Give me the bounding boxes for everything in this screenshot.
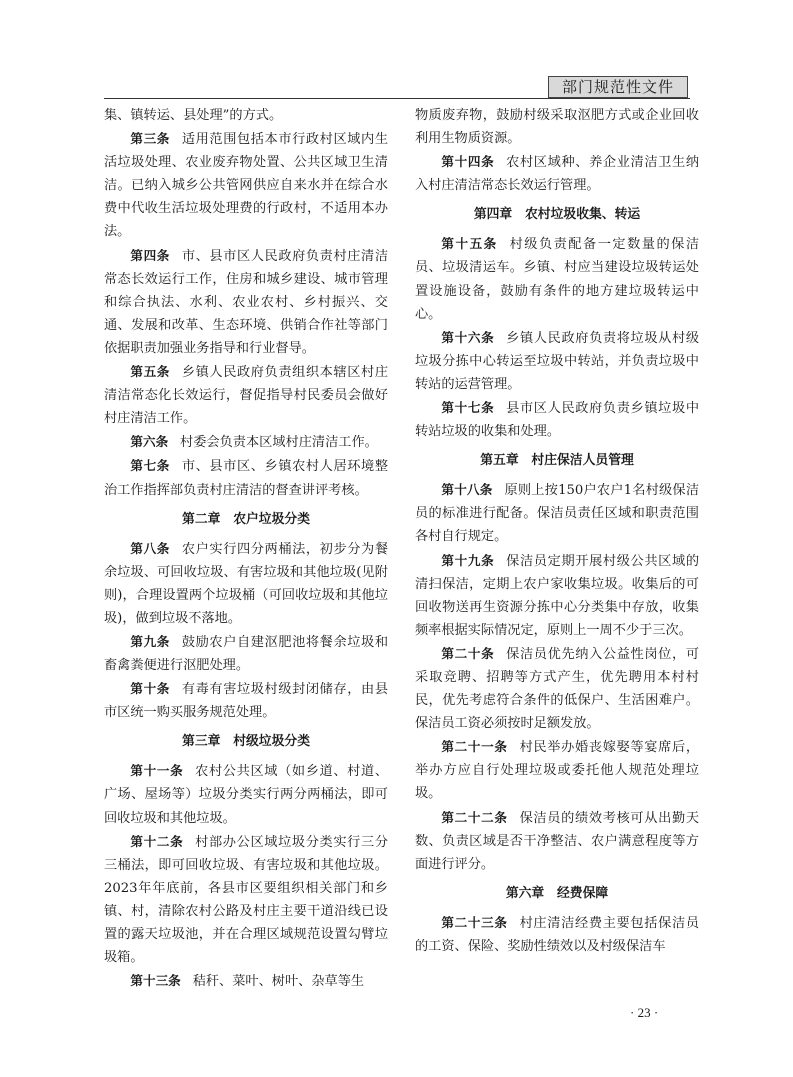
article-number: 第八条 <box>130 540 170 556</box>
article-number: 第四条 <box>130 247 170 263</box>
left-column <box>104 104 388 993</box>
article-text: 保洁员优先纳入公益性岗位，可采取竞聘、招聘等方式产生，优先聘用本村村民，优先考虑符合条件的低保户、生活困难户。保洁员工资必须按时足额发放。 <box>415 646 700 732</box>
article-paragraph <box>104 454 388 501</box>
chapter-heading: 第三章 村级垃圾分类 <box>182 734 310 750</box>
article-text: 市、县市区人民政府负责村庄清洁常态长效运行工作，住房和城乡建设、城市管理和综合执法、水利、农业农村、乡村振兴、交通、发展和改革、生态环境、供销合作社等部门依据职责加强业务指导和行业督导。 <box>104 248 389 356</box>
chapter-heading: 第五章 村庄保洁人员管理 <box>480 453 634 469</box>
article-text: 鼓励农户自建沤肥池将餐余垃圾和畜禽粪便进行沤肥处理。 <box>104 634 389 674</box>
article-number: 第十六条 <box>441 329 495 345</box>
article-number: 第六条 <box>130 434 169 450</box>
article-text: 县市区人民政府负责乡镇垃圾中转站垃圾的收集和处理。 <box>415 401 700 440</box>
article-paragraph <box>104 430 388 454</box>
article-number: 第九条 <box>130 633 170 649</box>
article-number: 第五条 <box>130 364 170 380</box>
continued-paragraph: 物质废弃物，鼓励村级采取沤肥方式或企业回收利用生物质资源。 <box>415 108 699 147</box>
article-text: 村部办公区域垃圾分类实行三分三桶法，即可回收垃圾、有害垃圾和其他垃圾。2023年年底前，各县市区要组织相关部门和乡镇、村，清除农村公路及村庄主要干道沿线已设置的露天垃圾池，并在合理区域规范设置勾臂垃圾箱。 <box>104 834 389 966</box>
article-paragraph <box>415 911 699 958</box>
article-paragraph <box>104 244 388 360</box>
article-text: 保洁员的绩效考核可从出勤天数、负责区域是否干净整洁、农户满意程度等方面进行评分。 <box>415 810 700 872</box>
chapter-heading: 第四章 农村垃圾收集、转运 <box>473 207 641 223</box>
article-number: 第十三条 <box>130 973 181 989</box>
article-number: 第二十条 <box>441 645 495 661</box>
article-text: 村庄清洁经费主要包括保洁员的工资、保险、奖励性绩效以及村级保洁车 <box>415 915 700 954</box>
article-paragraph <box>415 326 699 396</box>
article-paragraph <box>104 759 388 829</box>
article-paragraph <box>415 806 699 876</box>
article-text: 市、县市区、乡镇农村人居环境整治工作指挥部负责村庄清洁的督查讲评考核。 <box>104 459 389 498</box>
article-number: 第二十一条 <box>441 739 508 755</box>
article-paragraph <box>415 396 699 443</box>
article-paragraph <box>104 677 388 724</box>
article-paragraph <box>104 830 388 970</box>
page-number: · 23 · <box>630 1005 659 1020</box>
header-rule <box>104 98 690 99</box>
article-text: 农村公共区域（如乡道、村道、广场、屋场等）垃圾分类实行两分两桶法，即可回收垃圾和其他垃圾。 <box>104 764 389 826</box>
article-text: 村级负责配备一定数量的保洁员、垃圾清运车。乡镇、村应当建设垃圾转运处置设施设备，鼓励有条件的地方建垃圾转运中心。 <box>415 237 700 322</box>
article-number: 第十条 <box>130 681 170 697</box>
article-text: 保洁员定期开展村级公共区域的清扫保洁，定期上农户家收集垃圾。收集后的可回收物送再生资源分拣中心分类集中存放，收集频率根据实际情况定，原则上一周不少于三次。 <box>415 553 700 638</box>
article-text: 村委会负责本区域村庄清洁工作。 <box>180 435 378 451</box>
article-paragraph <box>415 549 699 642</box>
section-tag: 部门规范性文件 <box>548 76 688 98</box>
article-text: 适用范围包括本市行政村区域内生活垃圾处理、农业废弃物处置、公共区域卫生清洁。已纳入城乡公共管网供应自来水并在综合水费中代收生活垃圾处理费的行政村，不适用本办法。 <box>104 132 389 240</box>
article-number: 第十八条 <box>441 482 493 498</box>
article-paragraph <box>104 537 388 630</box>
article-number: 第十五条 <box>441 236 498 252</box>
article-text: 有毒有害垃圾村级封闭储存，由县市区统一购买服务规范处理。 <box>104 682 389 721</box>
article-paragraph <box>104 630 388 677</box>
article-number: 第三条 <box>130 131 170 147</box>
article-number: 第十四条 <box>441 154 495 170</box>
article-number: 第二十二条 <box>441 809 508 825</box>
article-paragraph <box>104 969 388 993</box>
chapter-heading: 第二章 农户垃圾分类 <box>182 511 310 527</box>
article-text: 乡镇人民政府负责组织本辖区村庄清洁常态化长效运行，督促指导村民委员会做好村庄清洁工作。 <box>104 365 389 427</box>
article-number: 第十九条 <box>441 552 495 568</box>
article-number: 第十七条 <box>441 400 495 416</box>
article-paragraph <box>415 150 699 197</box>
article-number: 第七条 <box>130 458 170 474</box>
article-paragraph <box>415 642 699 735</box>
article-text: 原则上按150户农户1名村级保洁员的标准进行配备。保洁员责任区域和职责范围各村自行规定。 <box>415 483 700 545</box>
chapter-heading: 第六章 经费保障 <box>505 885 609 901</box>
article-text: 农村区域种、养企业清洁卫生纳入村庄清洁常态长效运行管理。 <box>415 155 700 194</box>
article-paragraph <box>104 360 388 430</box>
article-number: 第十一条 <box>130 763 184 779</box>
continued-paragraph: 集、镇转运、县处理”的方式。 <box>104 108 283 123</box>
article-paragraph <box>415 232 699 325</box>
article-text: 农户实行四分两桶法，初步分为餐余垃圾、可回收垃圾、有害垃圾和其他垃圾(见附则)，合理设置两个垃圾桶（可回收垃圾和其他垃圾)，做到垃圾不落地。 <box>104 541 389 626</box>
article-text: 乡镇人民政府负责将垃圾从村级垃圾分拣中心转运至垃圾中转站，并负责垃圾中转站的运营管理。 <box>415 330 700 392</box>
right-column <box>415 104 699 958</box>
article-number: 第二十三条 <box>441 914 508 930</box>
article-paragraph <box>104 127 388 243</box>
article-paragraph <box>415 735 699 805</box>
article-paragraph <box>415 478 699 548</box>
article-number: 第十二条 <box>130 833 184 849</box>
article-text: 秸秆、菜叶、树叶、杂草等生 <box>192 974 365 990</box>
article-text: 村民举办婚丧嫁娶等宴席后，举办方应自行处理垃圾或委托他人规范处理垃圾。 <box>415 740 700 802</box>
